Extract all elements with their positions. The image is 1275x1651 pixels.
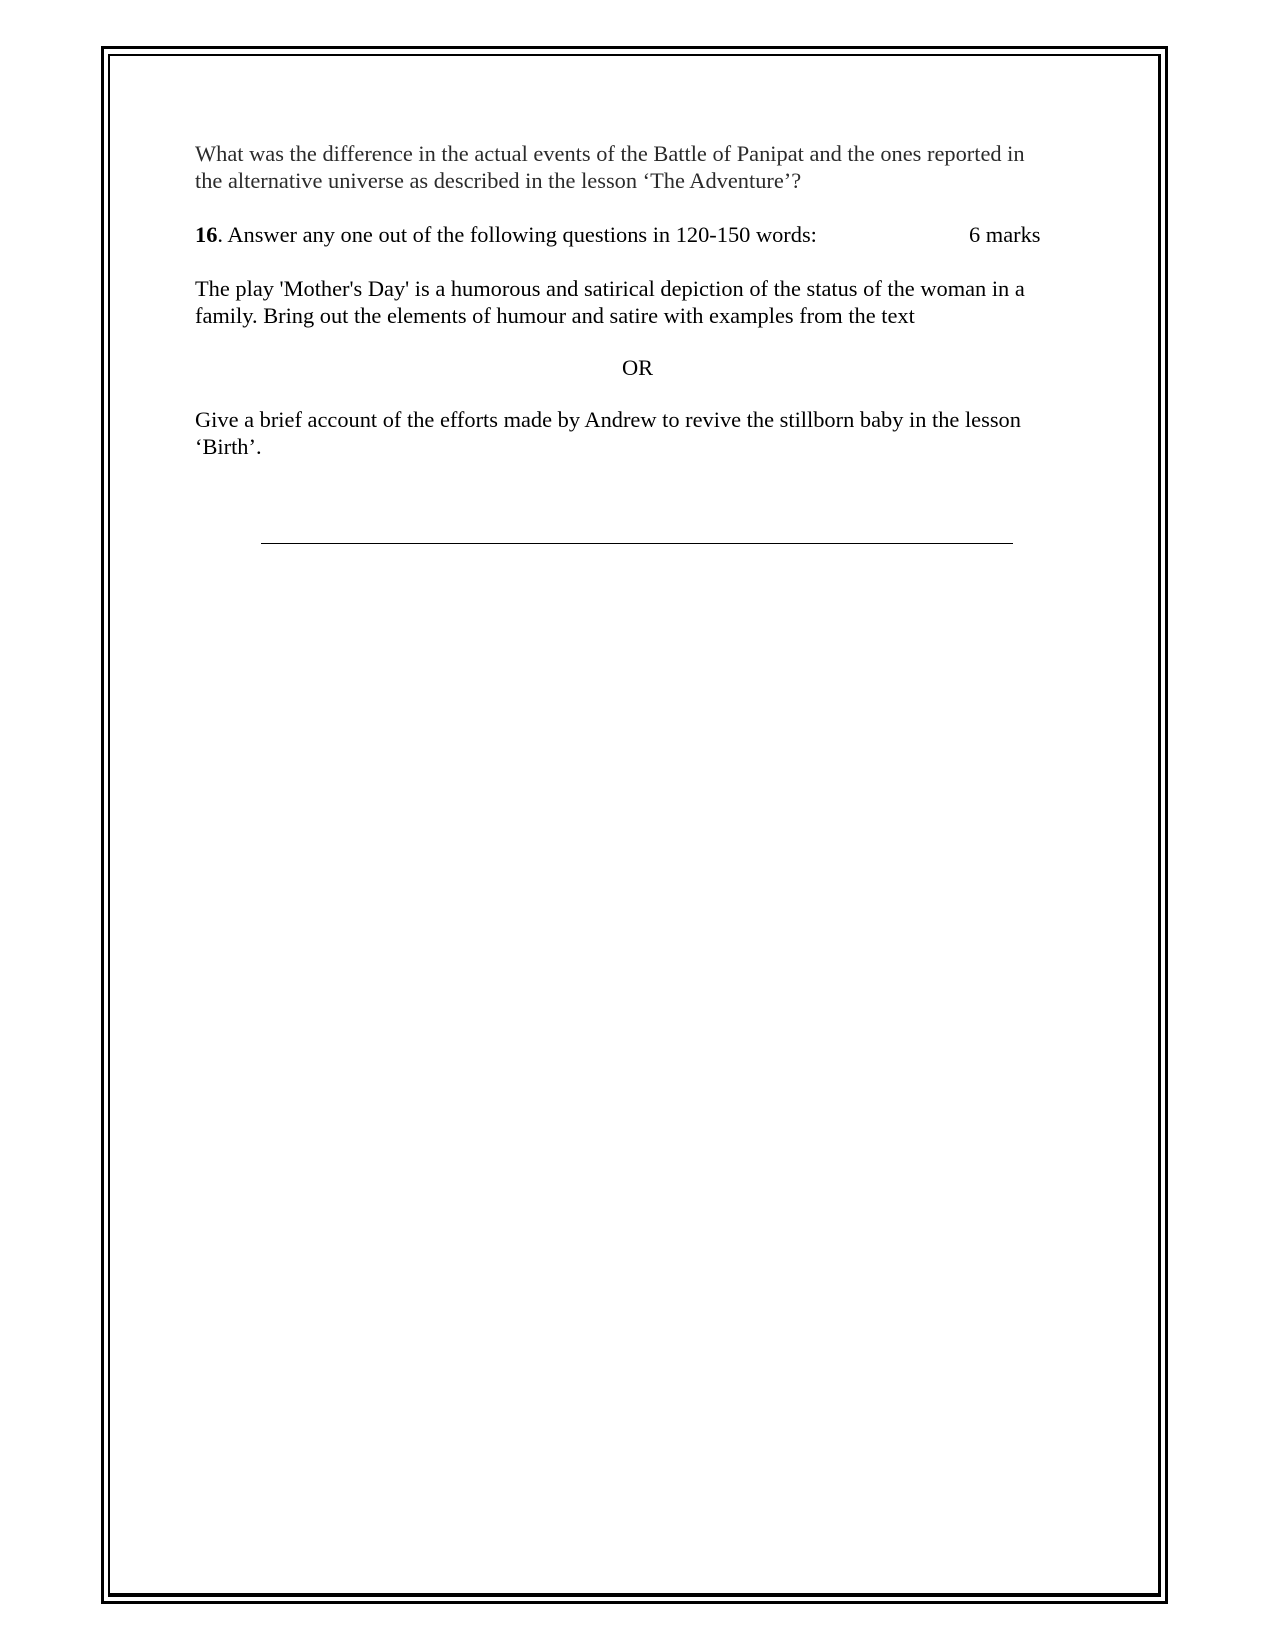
question-16-instruction: . Answer any one out of the following questions in 120-150 words: [217,222,817,247]
previous-question-text [195,140,1085,194]
end-of-paper-rule [261,543,1013,544]
question-16-marks: 6 marks [969,222,1041,247]
or-separator: OR [621,355,654,380]
previous-question-line-1: What was the difference in the actual events of the Battle of Panipat and the ones reported in [195,141,1025,166]
previous-question-line-2: the alternative universe as described in the lesson ‘The Adventure’? [195,168,802,193]
question-16-option-a [195,275,1085,329]
option-b-line-2: ‘Birth’. [195,434,262,459]
option-a-line-2: family. Bring out the elements of humour and satire with examples from the text [195,303,915,328]
question-16-option-b [195,406,1085,460]
option-b-line-1: Give a brief account of the efforts made by Andrew to revive the stillborn baby in the lesson [195,407,1021,432]
option-a-line-1: The play 'Mother's Day' is a humorous and satirical depiction of the status of the woman in a [195,276,1025,301]
question-content [195,140,1085,460]
question-16-number: 16 [195,222,218,247]
question-16-heading [195,221,1085,248]
